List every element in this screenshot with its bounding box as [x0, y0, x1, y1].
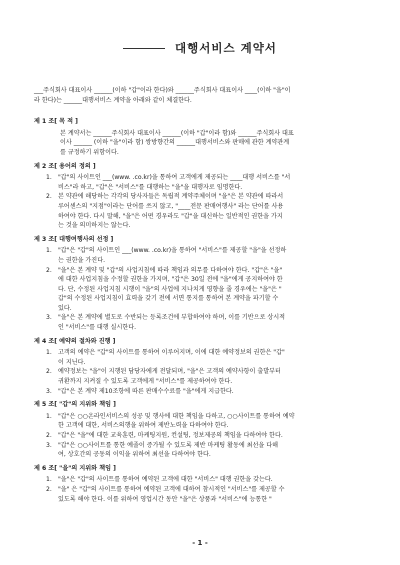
article-heading: 제 4 조[ 예약의 절차와 진행 ]: [34, 337, 116, 345]
clause-text: [58, 173, 366, 192]
clause-text: [58, 412, 366, 431]
clause-number: 3.: [46, 441, 52, 449]
clause-number: 1.: [46, 412, 52, 420]
article-section: [34, 400, 366, 460]
article-clause: [46, 246, 366, 265]
clause-line: "갑"의 사이트인 ___(www. .co.kr)을 통하여 고객에게 제공되는 ____대행 서비스를 "서: [58, 174, 291, 182]
clause-line: "을"은 본 계약 및 "갑"의 사업지침에 따라 책임과 의무를 다하여야 한다. "갑"은 "을": [58, 266, 283, 274]
clause-line: "갑"은 "갑"의 사이트인 ___(www. .co.kr)을 통하여 "서비스"를 제공할 "을"을 선정하: [58, 247, 287, 255]
article-section: [34, 162, 366, 231]
article-section: [34, 464, 366, 504]
intro-paragraph: [34, 86, 366, 105]
clause-number: 1.: [46, 247, 52, 255]
clause-number: 1.: [46, 174, 52, 182]
clause-line: 는 것을 의미하지는 않는다.: [58, 222, 131, 230]
clause-line: 는 권한을 가진다.: [58, 256, 106, 264]
article-section: [34, 337, 366, 397]
clause-line: 하여야 한다. 다시 말해, "을"은 어떤 경우라도 "갑"을 대신하는 일반적인 권한을 가지: [58, 212, 283, 220]
clause-text: [58, 485, 366, 504]
clause-line: 루어센스의 "지점"이라는 단어를 쓰지 않고, "____전문 판매여행사" 라는 단어를 사용: [58, 202, 284, 210]
article-paragraph-line: 를 규정하기 위함이다.: [60, 148, 119, 156]
clause-text: [58, 192, 366, 230]
clause-line: 비스"라 하고, "갑"은 "서비스"를 대행하는 "을"을 대행자로 임명한다.: [58, 183, 243, 191]
article-clause: [46, 485, 366, 504]
clause-number: 1.: [46, 476, 52, 484]
clause-line: "갑"은 ○○온라인서비스의 성공 및 행사에 대한 책임을 다하고, ○○사이트를 통하여 예약: [58, 412, 295, 420]
clause-line: 본 약관에 해당하는 각각의 당사자들은 독립적 계약주체이며 "을"은 본 약관에 따라서: [58, 193, 284, 201]
clause-text: [58, 246, 366, 265]
clause-line: 인 "서비스"를 대행 실시한다.: [58, 324, 137, 332]
article-heading: 제 5 조[ "갑"의 지위와 책임 ]: [34, 401, 116, 409]
clause-line: 에 대한 사업지침을 수정할 권한을 가지며, "갑"은 30일 전에 "을"에게 공지하여야 한: [58, 276, 283, 284]
article-section: [34, 235, 366, 333]
page-number: - 1 -: [192, 539, 208, 547]
clause-number: 2.: [46, 432, 52, 439]
clause-text: [58, 348, 366, 367]
clause-line: "을" 은 "갑"의 사이트를 통하여 예약된 고객에 대하여 참시적인 "서비스"를 제공할 수: [58, 485, 285, 493]
article-heading: 제 1 조[ 목 적 ]: [34, 118, 78, 126]
article-heading: 제 2 조[ 용어의 정의 ]: [34, 162, 96, 170]
intro-line: ___주식회사 대표이사 ______(이하 "갑"이라 한다)와 ______주식회사 대표이사 ____(이하 "을"이: [34, 87, 291, 94]
article-clause: [46, 173, 366, 192]
article-clause: [46, 431, 366, 441]
clause-number: 2.: [46, 193, 52, 201]
article-clause: [46, 412, 366, 431]
clause-line: "을"은 본 계약에 별도로 수반되는 등록조건에 부합하여야 하며, 이를 기반으로 상시적: [58, 314, 286, 322]
article-clause: [46, 313, 366, 332]
clause-text: [58, 387, 366, 397]
clause-number: 2.: [46, 485, 52, 493]
clause-text: [58, 313, 366, 332]
clause-number: 3.: [46, 387, 52, 395]
clause-line: 귀환까지 지켜질 수 있도록 고객에게 "서비스"를 제공하여야 한다.: [58, 378, 233, 386]
clause-text: [58, 431, 366, 441]
clause-line: 다. 단, 수정된 사업지침 시행이 "을"의 사업에 지나치게 영향을 줄 경우에는 "을"은 ": [58, 285, 282, 293]
clause-number: 1.: [46, 349, 52, 357]
clause-line: "갑"은 ○○사이트를 통한 예졸이 증가될 수 있도록 제반 마케팅 활동에 최선을 다해: [58, 441, 279, 449]
article-paragraph-line: 본 계약서는 ______주식회사 대표이사 ______(이하 "갑"이라 함)와 ______주식회사 대표: [60, 129, 294, 137]
article-clause: [46, 441, 366, 460]
clause-line: 갑"의 수정된 사업지침이 효력을 갖기 전에 서면 통지를 통하여 본 계약을 파기할 수: [58, 295, 279, 303]
clause-text: [58, 475, 366, 485]
clause-line: 예약정보는 "을"이 지행된 담당자에게 전달되며, "을"은 고객의 예약사항이 출발부터: [58, 368, 281, 376]
clause-text: [58, 441, 366, 460]
article-clause: [46, 475, 366, 485]
clause-text: [58, 367, 366, 386]
document-title: 대행서비스 계약서: [175, 41, 277, 55]
clause-line: 여, 상호간의 공동의 이익을 위하여 최선을 다하여야 한다.: [58, 451, 211, 459]
clause-line: "갑"은 "을"에 대한 교육훈련, 마케팅지원, 컨설팅, 정보제공의 책임을 다하여야 한다.: [58, 432, 283, 439]
intro-line: 라 한다)는 ______대행서비스 계약을 아래와 같이 체결한다.: [34, 96, 192, 104]
clause-number: 3.: [46, 314, 52, 322]
clause-line: 한 고객에 대한, 서비스의행을 위하여 제반노력을 다하여야 한다.: [58, 422, 229, 430]
clause-number: 2.: [46, 266, 52, 274]
clause-line: 이 지닌다.: [58, 358, 86, 366]
title-blank-line: [123, 48, 165, 49]
article-heading: 제 6 조[ "을"의 지위와 책임 ]: [34, 464, 116, 472]
article-clause: [46, 367, 366, 386]
clause-line: "을"은 "갑"의 사이트를 통하여 예약된 고객에 대한 "서비스" 대행 권한을 갖는다.: [58, 476, 273, 484]
articles-container: [34, 117, 366, 504]
clause-number: 2.: [46, 368, 52, 376]
title-row: [34, 41, 366, 64]
clause-line: 고객의 예약은 "갑"의 사이트를 통하여 이루어지며, 이에 대한 예약정보의 권한은 "갑": [58, 349, 285, 357]
article-clause: [46, 348, 366, 367]
article-clause: [46, 266, 366, 314]
article-clause: [46, 192, 366, 230]
clause-line: 있도록 해야 한다. 이를 위하여 영업시간 동안 "을"은 상품과 "서비스"에 능통한 ": [58, 495, 272, 503]
clause-text: [58, 266, 366, 314]
article-section: [34, 117, 366, 157]
article-paragraph-line: 이사 ______ (이하 "을"이라 함) 쌍방향간의 ______대행서비스와 판매에 관한 계약관계: [60, 139, 290, 147]
clause-line: "갑"은 본 계약 제10조항에 따른 판매수수료를 "을"에게 지급한다.: [58, 387, 234, 395]
clause-line: 있다.: [58, 304, 72, 312]
article-clause: [46, 387, 366, 397]
article-heading: 제 3 조[ 대행여행사의 선정 ]: [34, 235, 114, 243]
